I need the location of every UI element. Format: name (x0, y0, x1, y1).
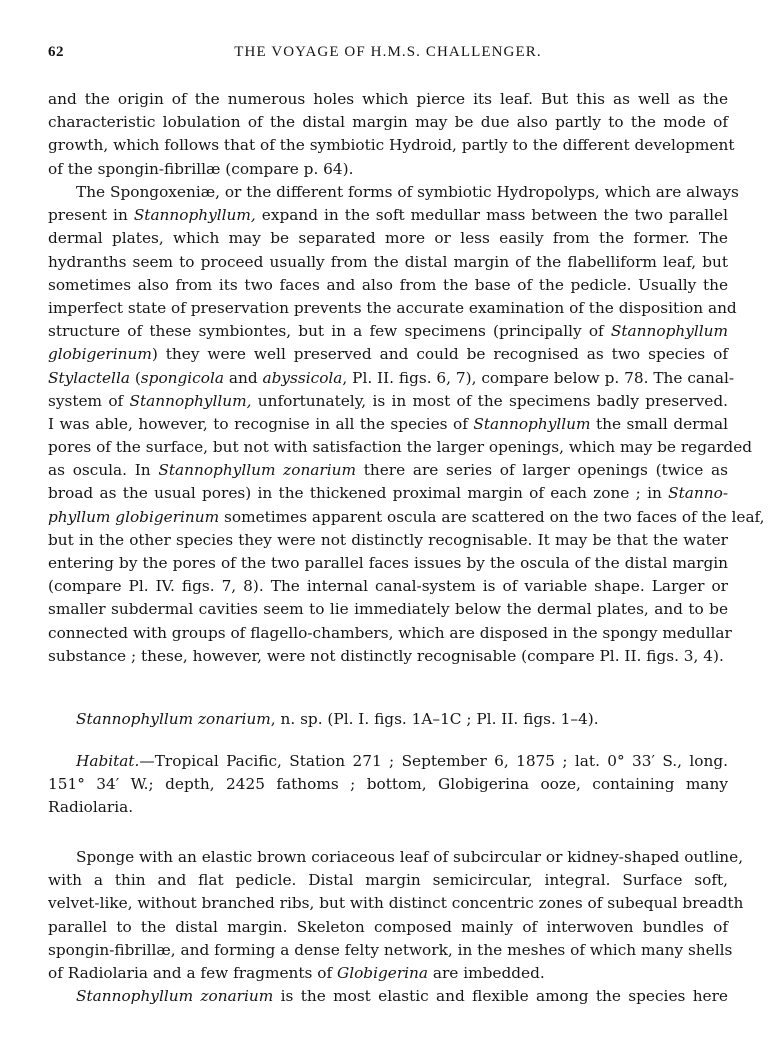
text-line: broad as the usual pores) in the thickened proximal margin of each zone ; in Stanno- (48, 484, 728, 503)
text-line: of Radiolaria and a few fragments of Globigerina are imbedded. (48, 963, 545, 982)
text-line: with a thin and flat pedicle. Distal margin semicircular, integral. Surface soft, (48, 871, 728, 890)
text-line: characteristic lobulation of the distal margin may be due also partly to the mode of (48, 113, 728, 132)
taxon-name: Stanno- (668, 484, 728, 503)
text-line: Habitat.—Tropical Pacific, Station 271 ; September 6, 1875 ; lat. 0° 33′ S., long. (76, 752, 728, 770)
text-line: as oscula. In Stannophyllum zonarium there are series of larger openings (twice as (48, 461, 728, 480)
taxon-name: globigerinum (48, 345, 152, 364)
page-header (48, 44, 728, 66)
text-line: imperfect state of preservation prevents the accurate examination of the disposition and (48, 298, 737, 317)
text-line: substance ; these, however, were not distinctly recognisable (compare Pl. II. figs. 3, 4). (48, 646, 724, 665)
taxon-name: Stannophyllum zonarium (76, 710, 271, 728)
text-line: I was able, however, to recognise in all the species of Stannophyllum the small dermal (48, 414, 728, 433)
text-line: dermal plates, which may be separated more or less easily from the former. The (48, 229, 728, 248)
taxon-name: Stannophyllum (610, 322, 728, 341)
text-line: spongin-fibrillæ, and forming a dense felty network, in the meshes of which many shells (48, 940, 733, 959)
text-line: but in the other species they were not distinctly recognisable. It may be that the water (48, 530, 728, 549)
text-line: parallel to the distal margin. Skeleton composed mainly of interwoven bundles of (48, 917, 728, 936)
description-paragraph (48, 846, 744, 985)
taxon-name: Stannophyllum zonarium (158, 461, 356, 480)
taxon-name: Stannophyllum zonarium (76, 987, 274, 1005)
text-line: 151° 34′ W.; depth, 2425 fathoms ; bottom, Globigerina ooze, containing many (48, 775, 728, 794)
taxon-name: abyssicola (262, 368, 343, 387)
taxon-name: Stylactella (48, 368, 130, 387)
text-line: Stannophyllum zonarium, n. sp. (Pl. I. figs. 1A–1C ; Pl. II. figs. 1–4). (76, 710, 599, 728)
text-line: of the spongin-fibrillæ (compare p. 64). (48, 159, 354, 178)
habitat-paragraph (48, 750, 728, 820)
taxon-name: Stannophyllum, (129, 391, 252, 410)
text-line: globigerinum) they were well preserved and could be recognised as two species of (48, 345, 728, 364)
paragraph-spongoxeniae (48, 181, 765, 668)
paragraph-continuation (48, 88, 735, 181)
text-line: smaller subdermal cavities seem to lie immediately below the dermal plates, and to be (48, 600, 728, 619)
species-heading (48, 708, 728, 731)
text-line: present in Stannophyllum, expand in the soft medullar mass between the two parallel (48, 206, 729, 225)
text-line: Stylactella (spongicola and abyssicola, Pl. II. figs. 6, 7), compare below p. 78. The canal- (48, 368, 735, 387)
text-line: sometimes also from its two faces and also from the base of the pedicle. Usually the (48, 275, 728, 294)
text-line: connected with groups of flagello-chambers, which are disposed in the spongy medullar (48, 623, 732, 642)
page-number: 62 (48, 44, 64, 60)
text-line: hydranths seem to proceed usually from the distal margin of the flabelliform leaf, but (48, 252, 728, 271)
taxon-name: phyllum globigerinum (48, 507, 220, 526)
final-paragraph (48, 985, 728, 1008)
taxon-name: Globigerina (336, 963, 429, 982)
text-line: structure of these symbiontes, but in a few specimens (principally of Stannophyllum (48, 322, 728, 341)
text-line: system of Stannophyllum, unfortunately, is in most of the specimens badly preserved. (48, 391, 728, 410)
text-line: Radiolaria. (48, 798, 134, 817)
text-line: (compare Pl. IV. figs. 7, 8). The internal canal-system is of variable shape. Larger or (48, 577, 728, 596)
text-line: Stannophyllum zonarium is the most elastic and flexible among the species here (76, 987, 728, 1005)
taxon-name: spongicola (140, 368, 224, 387)
text-line: velvet-like, without branched ribs, but with distinct concentric zones of subequal breadth (48, 894, 744, 913)
text-line: The Spongoxeniæ, or the different forms of symbiotic Hydropolyps, which are always (76, 183, 739, 201)
text-line: pores of the surface, but not with satisfaction the larger openings, which may be regarded (48, 438, 753, 457)
taxon-name: Stannophyllum (473, 414, 591, 433)
taxon-name: Stannophyllum, (133, 206, 256, 225)
habitat-label: Habitat. (76, 752, 140, 770)
text-line: entering by the pores of the two parallel faces issues by the oscula of the distal margin (48, 554, 728, 572)
text-line: and the origin of the numerous holes which pierce its leaf. But this as well as the (48, 90, 728, 108)
text-line: phyllum globigerinum sometimes apparent oscula are scattered on the two faces of the leaf, (48, 507, 765, 526)
text-line: Sponge with an elastic brown coriaceous leaf of subcircular or kidney-shaped outline, (76, 848, 744, 866)
text-line: growth, which follows that of the symbiotic Hydroid, partly to the different development (48, 136, 735, 155)
running-title: THE VOYAGE OF H.M.S. CHALLENGER. (234, 44, 542, 60)
